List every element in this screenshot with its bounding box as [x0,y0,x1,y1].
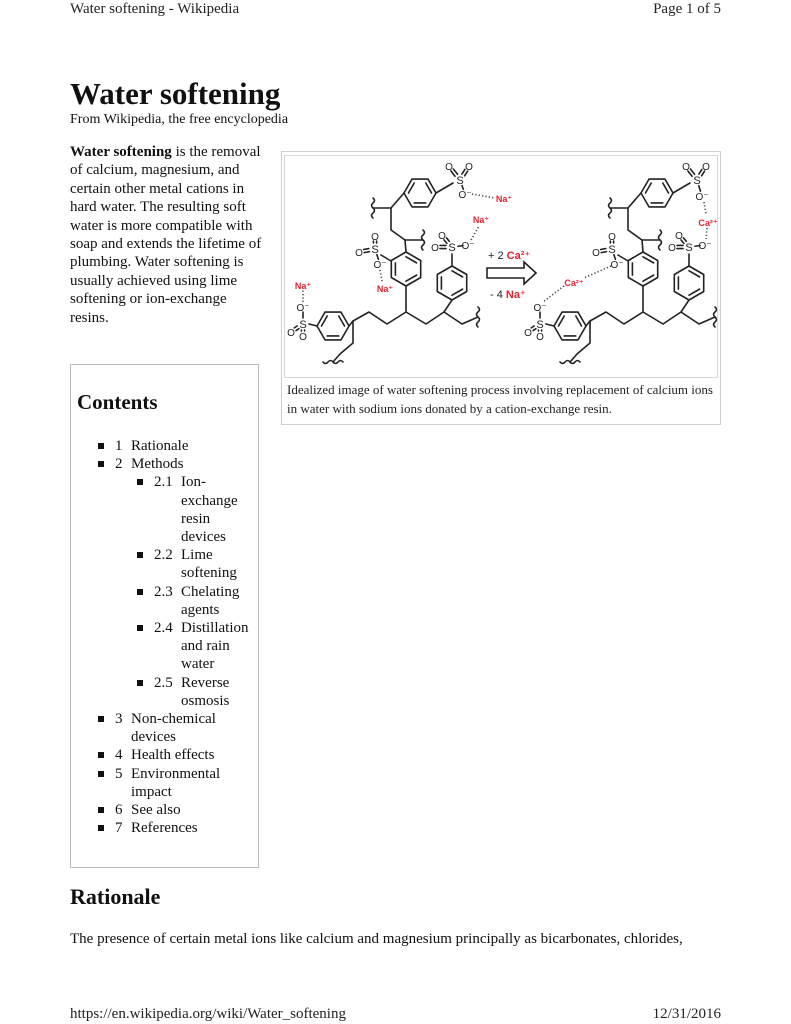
section-heading-rationale: Rationale [70,884,161,909]
oxygen-atom: O [608,232,616,243]
double-bond-line [364,249,369,250]
double-bond-line [453,169,457,174]
chain-break-icon [659,230,662,250]
oxygen-atom: O [299,332,307,343]
sulfur-atom: S [608,244,616,256]
backbone-chain [406,312,478,324]
bullet-icon [98,716,104,722]
toc-item-number: 2.3 [154,583,173,600]
oxygen-atom: O [682,162,690,173]
tagline: From Wikipedia, the free encyclopedia [70,112,289,127]
bullet-icon [98,443,104,449]
toc-item-number: 2.2 [154,547,173,564]
arrow-top-label: + 2 Ca²⁺ [488,250,531,262]
chain-break-icon [714,307,717,327]
toc-item-number: 4 [115,747,123,764]
bullet-icon [98,461,104,467]
intro-paragraph [70,143,262,327]
bullet-icon [137,589,143,595]
ion-label: Na⁺ [472,215,490,225]
ion-label: Na⁺ [376,284,394,294]
double-bond-line [446,238,449,242]
reaction-arrow-icon [487,262,536,284]
bullet-icon [137,552,143,558]
toc-item[interactable] [71,619,258,674]
sulfur-atom: S [685,242,693,254]
table-of-contents [70,364,259,868]
toc-item-number: 2.1 [154,474,173,491]
print-header-title: Water softening - Wikipedia [70,1,240,17]
backbone-chain [570,321,590,362]
toc-item[interactable] [71,473,258,546]
backbone-chain [391,208,423,240]
oxygen-atom: O [371,232,379,243]
toc-item[interactable] [71,765,258,801]
oxygen-anion: O⁻ [698,241,712,252]
print-header-page-indicator: Page 1 of 5 [653,1,721,17]
toc-item-number: 6 [115,802,123,819]
arrow-top-ion: Ca²⁺ [506,250,531,262]
sulfur-atom: S [536,319,544,331]
oxygen-atom: O [702,162,710,173]
figure-caption: Idealized image of water softening process involving replacement of calcium ions in water with sodium ions donated by a cation-exchange resin. [287,382,713,416]
bullet-icon [137,479,143,485]
oxygen-anion: O⁻ [296,303,310,314]
bond-line [309,324,317,326]
toc-item[interactable] [71,437,258,455]
bond-line [681,300,689,312]
toc-item-number: 2.4 [154,620,173,637]
double-bond-line [601,249,606,250]
chain-break-icon [372,198,375,218]
print-footer-url: https://en.wikipedia.org/wiki/Water_softening [70,1006,346,1022]
toc-item-number: 2 [115,456,123,473]
toc-item-link[interactable]: Methods [131,456,184,473]
page-title: Water softening [70,76,281,111]
oxygen-atom: O [592,248,600,259]
toc-item-link[interactable]: Chelating agents [181,583,240,618]
bond-line [436,183,453,193]
backbone-chain [373,193,404,208]
toc-item[interactable] [71,746,258,764]
bond-line [642,240,643,252]
bullet-icon [98,771,104,777]
backbone-chain [628,208,660,240]
figure-thumbnail [281,151,721,425]
oxygen-atom: O [431,243,439,254]
toc-item[interactable] [71,710,258,746]
toc-item-link[interactable]: Distillation and rain water [181,620,249,673]
ion-label: Na⁺ [294,281,312,291]
toc-item-link[interactable]: Non-chemical devices [131,711,216,746]
section-paragraph: The presence of certain metal ions like calcium and magnesium principally as bicarbonates, chlorides, [70,931,683,947]
double-bond-line [364,252,369,253]
oxygen-atom: O [675,231,683,242]
toc-list [71,437,258,837]
toc-item-link[interactable]: Reverse osmosis [181,674,230,709]
figure-image[interactable] [284,155,718,378]
oxygen-atom: O [668,243,676,254]
arrow-bottom-ion: Na⁺ [505,289,526,301]
ionic-interaction-line [706,228,707,239]
double-bond-line [690,169,694,174]
toc-title: Contents [77,390,158,414]
sulfur-atom: S [371,244,379,256]
oxygen-anion: O⁻ [610,260,624,271]
chain-break-icon [560,361,580,364]
chain-break-icon [609,198,612,218]
ionic-interaction-line [584,266,611,278]
oxygen-atom: O [445,162,453,173]
backbone-chain [643,312,715,324]
bullet-icon [137,680,143,686]
oxygen-atom: O [438,231,446,242]
oxygen-atom: O [287,328,295,339]
sulfur-atom: S [299,319,307,331]
intro-bold-term: Water softening [70,144,172,160]
backbone-chain [333,321,353,362]
reaction-arrow-group [487,250,536,301]
toc-item-number: 7 [115,820,123,837]
double-bond-line [601,252,606,253]
ion-label: Ca²⁺ [564,278,584,288]
bond-line [405,240,406,252]
arrow-bottom-label: - 4 Na⁺ [490,289,526,301]
backbone-chain [610,193,641,208]
oxygen-atom: O [524,328,532,339]
oxygen-atom: O [536,332,544,343]
double-bond-line [683,238,686,242]
ionic-interaction-line [380,270,382,281]
bullet-icon [137,625,143,631]
bond-line [444,300,452,312]
ion-label: Na⁺ [495,194,513,204]
sulfur-atom: S [693,175,701,187]
oxygen-anion: O⁻ [461,241,475,252]
toc-item-link[interactable]: References [131,820,198,837]
toc-item-link[interactable]: Ion-exchange resin devices [181,474,238,546]
toc-item-number: 5 [115,765,123,782]
oxygen-atom: O [355,248,363,259]
toc-item-link[interactable]: See also [131,802,181,819]
toc-item[interactable] [71,674,258,710]
intro-text: is the removal of calcium, magnesium, and certain other metal cations in hard water. The resulting soft water is more compatible with soap and extends the lifetime of plumbing. Water softening is usually achieved using lime softening or ion-exchange resins. [70,144,262,326]
bullet-icon [98,807,104,813]
ion-label: Ca²⁺ [698,218,717,228]
oxygen-anion: O⁻ [458,190,472,201]
toc-item-number: 3 [115,711,123,728]
toc-item[interactable] [71,583,258,619]
bond-line [546,324,554,326]
bond-line [673,183,690,193]
bullet-icon [98,752,104,758]
toc-item-link[interactable]: Lime softening [181,547,237,582]
oxygen-anion: O⁻ [373,260,387,271]
toc-item[interactable] [71,801,258,819]
oxygen-atom: O [465,162,473,173]
ionic-interaction-line [704,202,706,214]
backbone-chain [590,286,643,324]
ionic-interaction-line [472,194,495,198]
chain-break-icon [477,307,480,327]
toc-item-number: 2.5 [154,674,173,691]
toc-item[interactable] [71,546,258,582]
oxygen-anion: O⁻ [695,192,709,203]
chain-break-icon [422,230,425,250]
toc-item[interactable] [71,455,258,473]
ionic-interaction-line [543,286,564,302]
toc-item-number: 1 [115,438,123,454]
sulfur-atom: S [456,175,464,187]
ionic-interaction-line [471,226,479,240]
toc-item-link[interactable]: Health effects [131,747,215,764]
toc-item-link[interactable]: Environmental impact [131,765,221,800]
chain-break-icon [323,361,343,364]
print-footer-date: 12/31/2016 [652,1006,721,1022]
sulfur-atom: S [448,242,456,254]
bullet-icon [98,825,104,831]
toc-item[interactable] [71,819,258,837]
ion-exchange-diagram [285,156,717,377]
oxygen-anion: O⁻ [533,303,547,314]
toc-item-link[interactable]: Rationale [131,438,189,454]
